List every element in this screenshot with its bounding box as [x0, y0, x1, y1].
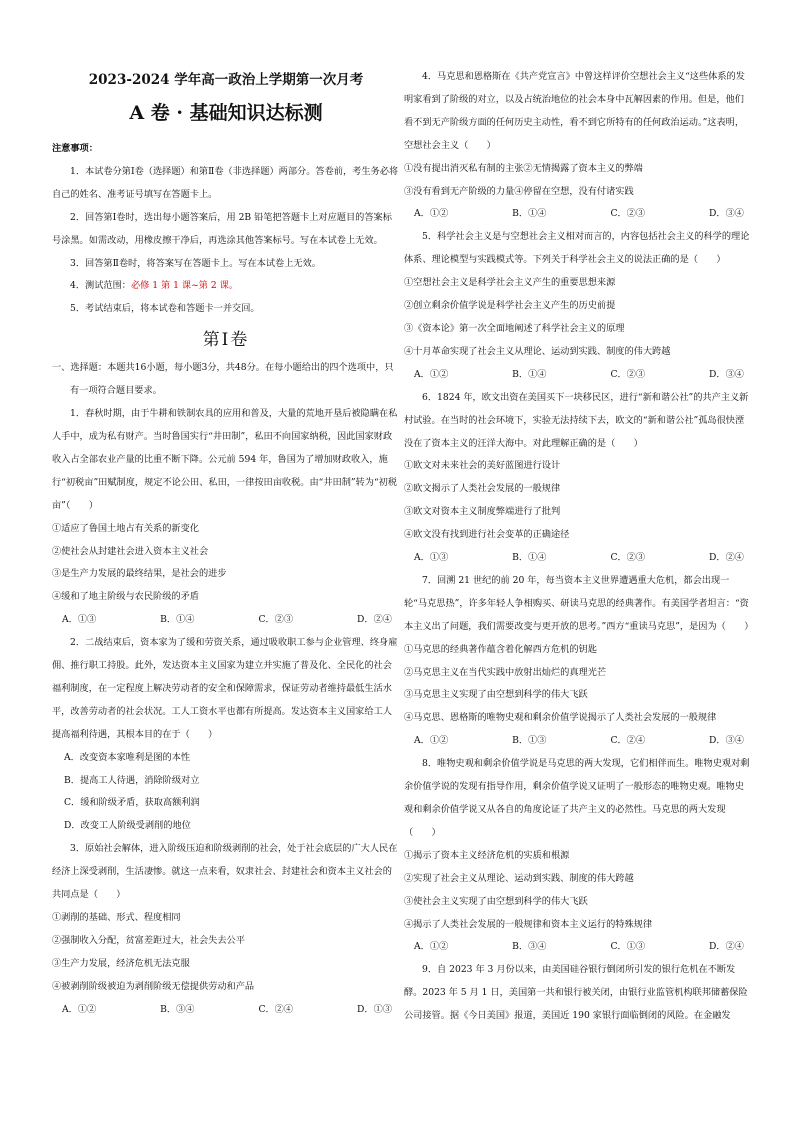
- choice-c[interactable]: C．②③: [610, 208, 646, 220]
- choice-d[interactable]: D．③④: [709, 735, 744, 747]
- question-item: ④马克思、恩格斯的唯物史观和剩余价值学说揭示了人类社会发展的一般规律: [404, 712, 717, 724]
- question-item: ②强制收入分配，贫富差距过大，社会失去公平: [52, 934, 245, 946]
- section-instruction: 一、选择题：本题共16小题，每小题3分，共48分。在每小题给出的四个选项中，只有一项符合题目要求。: [52, 362, 394, 397]
- choice-b[interactable]: B．③④: [512, 941, 547, 953]
- notes-heading: 注意事项：: [52, 143, 98, 154]
- note-item: 2．回答第Ⅰ卷时，选出每小题答案后，用 2B 铅笔把答题卡上对应题目的答案标号涂黑。如需改动，用橡皮擦干净后，再选涂其他答案标号。写在本试卷上无效。: [52, 211, 392, 246]
- choice-a[interactable]: A．①②: [414, 941, 449, 953]
- choice-d[interactable]: D．③④: [709, 368, 744, 380]
- choice-c[interactable]: C．②④: [258, 1003, 294, 1015]
- question-item: ①揭示了资本主义经济危机的实质和根源: [404, 849, 570, 861]
- choice-d[interactable]: D．②④: [709, 941, 744, 953]
- question-item: ②欧文揭示了人类社会发展的一般规律: [404, 483, 561, 495]
- question-item: ③没有看到无产阶级的力量④停留在空想，没有付诸实践: [404, 185, 634, 197]
- choice-c[interactable]: C．缓和阶级矛盾，获取高额利润: [64, 797, 200, 809]
- right-column: [404, 66, 752, 1028]
- exam-title: 2023-2024 学年高一政治上学期第一次月考: [88, 72, 364, 88]
- answer-choices: [52, 999, 400, 1022]
- note-item: 3．回答第Ⅱ卷时，将答案写在答题卡上。写在本试卷上无效。: [70, 257, 321, 269]
- choice-a[interactable]: A．①②: [62, 1003, 97, 1015]
- choice-c[interactable]: C．②③: [258, 614, 294, 626]
- choice-b[interactable]: B．①④: [512, 208, 547, 220]
- choice-d[interactable]: D．①③: [357, 1003, 392, 1015]
- choice-d[interactable]: D．改变工人阶级受剥削的地位: [64, 820, 191, 832]
- choice-b[interactable]: B．提高工人待遇，消除阶级对立: [64, 774, 200, 786]
- question-stem: 4．马克思和恩格斯在《共产党宣言》中曾这样评价空想社会主义“这些体系的发明家看到了阶级的对立，以及占统治地位的社会本身中瓦解因素的作用。但是，他们看不到无产阶级方面的任何历史主动性，看不到它所特有的任何政治运动。”这表明，空想社会主义（ ）: [404, 71, 745, 151]
- note-range-prefix: 4．测试范围：: [70, 280, 131, 292]
- question-item: ④缓和了地主阶级与农民阶级的矛盾: [52, 591, 199, 603]
- choice-a[interactable]: A．①②: [414, 368, 449, 380]
- question-stem: 6．1824 年，欧文出资在美国买下一块移民区，进行“新和谐公社”的共产主义新村试验。在当时的社会环境下，实验无法持续下去，欧文的“新和谐公社”孤岛很快湮没在了资本主义的汪洋大海中。对此理解正确的是（ ）: [404, 391, 749, 449]
- question-item: ①没有提出消灭私有制的主张②无情揭露了资本主义的弊端: [404, 162, 643, 174]
- choice-d[interactable]: D．②④: [709, 552, 744, 564]
- question-stem: 7．回溯 21 世纪的前 20 年，每当资本主义世界遭遇重大危机，都会出现一轮“马克思热”，许多年轻人争相购买、研读马克思的经典著作。有美国学者坦言：“资本主义出了问题，我们需要改变与更开放的思考。”西方“重读马克思”，是因为（ ）: [404, 574, 754, 632]
- question-item: ②创立剩余价值学说是科学社会主义产生的历史前提: [404, 300, 616, 312]
- question-stem: 9．自 2023 年 3 月份以来，由美国硅谷银行倒闭所引发的银行危机在不断发酵。2023 年 5 月 1 日，美国第一共和银行被关闭，由银行业监管机构联邦储蓄保险公司接管。据《今日美国》报道，美国近 190 家银行面临倒闭的风险。在金融发: [404, 964, 748, 1022]
- question-item: ③使社会主义实现了由空想到科学的伟大飞跃: [404, 895, 588, 907]
- answer-choices: [52, 609, 400, 632]
- choice-c[interactable]: C．①③: [610, 941, 646, 953]
- choice-d[interactable]: D．③④: [709, 208, 744, 220]
- question-item: ③马克思主义实现了由空想到科学的伟大飞跃: [404, 689, 588, 701]
- choice-a[interactable]: A．①③: [414, 552, 449, 564]
- question-item: ②马克思主义在当代实践中放射出灿烂的真理光芒: [404, 666, 607, 678]
- section-title: 第Ⅰ卷: [202, 330, 250, 351]
- choice-c[interactable]: C．②③: [610, 368, 646, 380]
- question-item: ①适应了鲁国土地占有关系的新变化: [52, 522, 199, 534]
- question-item: ①马克思的经典著作蕴含着化解西方危机的钥匙: [404, 643, 597, 655]
- choice-c[interactable]: C．②④: [610, 735, 646, 747]
- note-range-value: 必修 1 第 1 课~第 2 课。: [130, 280, 239, 292]
- exam-subtitle: A 卷 · 基础知识达标测: [129, 102, 323, 124]
- question-stem: 5．科学社会主义是与空想社会主义相对而言的，内容包括社会主义的科学的理论体系、理论模型与实践模式等。下列关于科学社会主义的说法正确的是（ ）: [404, 231, 750, 266]
- answer-choices: [404, 547, 752, 570]
- question-item: ②使社会从封建社会进入资本主义社会: [52, 545, 209, 557]
- choice-a[interactable]: A．改变资本家唯利是图的本性: [64, 751, 191, 763]
- choice-a[interactable]: A．①③: [62, 614, 97, 626]
- question-item: ③《资本论》第一次全面地阐述了科学社会主义的原理: [404, 322, 625, 334]
- question-item: ③欧文对资本主义制度弊端进行了批判: [404, 506, 561, 518]
- question-item: ②实现了社会主义从理论、运动到实践、制度的伟大跨越: [404, 872, 634, 884]
- note-item-range: [52, 275, 400, 298]
- answer-choices: [404, 730, 752, 753]
- question-item: ④揭示了人类社会发展的一般规律和资本主义运行的特殊规律: [404, 918, 653, 930]
- choice-d[interactable]: D．②④: [357, 614, 392, 626]
- question-item: ③生产力发展，经济危机无法克服: [52, 957, 190, 969]
- choice-c[interactable]: C．②③: [610, 552, 646, 564]
- question-item: ④欧文没有找到进行社会变革的正确途径: [404, 529, 570, 541]
- choice-a[interactable]: A．①②: [414, 735, 449, 747]
- choice-b[interactable]: B．①④: [512, 552, 547, 564]
- question-stem: 2．二战结束后，资本家为了缓和劳资关系，通过吸收职工参与企业管理、终身雇佣、推行职工持股。此外，发达资本主义国家为建立并实施了普及化、全民化的社会福利制度，在一定程度上解决劳动者的安全和保障需求，保证劳动者维持最低生活水平，改善劳动者的社会状况。工人工资水平也都有所提高。发达资本主义国家给工人提高福利待遇，其根本目的在于（ ）: [52, 637, 398, 740]
- note-item: 5．考试结束后，将本试卷和答题卡一并交回。: [70, 303, 260, 315]
- answer-choices: [404, 936, 752, 959]
- choice-b[interactable]: B．③④: [160, 1003, 195, 1015]
- question-item: ①空想社会主义是科学社会主义产生的重要思想来源: [404, 277, 616, 289]
- question-item: ①欧文对未来社会的美好蓝图进行设计: [404, 460, 561, 472]
- question-item: ④十月革命实现了社会主义从理论、运动到实践、制度的伟大跨越: [404, 345, 671, 357]
- question-item: ④被剥削阶级被迫为剥削阶级无偿提供劳动和产品: [52, 980, 255, 992]
- question-stem: 1．春秋时期，由于牛耕和铁制农具的应用和普及，大量的荒地开垦后被隐瞒在私人手中，成为私有财产。当时鲁国实行“井田制”，私田不向国家纳税，因此国家财政收入占全部农业产量的比重不断下降。公元前 594 年，鲁国为了增加财政收入，施行“初税亩”田赋制度，规定不论公田、私田，一律按田亩收税。由“井田制”转为“初税亩”（ ）: [52, 408, 398, 511]
- choice-a[interactable]: A．①②: [414, 208, 449, 220]
- answer-choices: [404, 203, 752, 226]
- left-column: [52, 64, 400, 1022]
- choice-b[interactable]: B．①④: [160, 614, 195, 626]
- question-stem: 8．唯物史观和剩余价值学说是马克思的两大发现，它们相伴而生。唯物史观对剩余价值学说的发现有指导作用，剩余价值学说又证明了一般形态的唯物史观。唯物史观和剩余价值学说又从各自的角度论证了共产主义的必然性。马克思的两大发现（ ）: [404, 758, 750, 838]
- answer-choices: [404, 364, 752, 387]
- choice-b[interactable]: B．①④: [512, 368, 547, 380]
- choice-b[interactable]: B．①③: [512, 735, 547, 747]
- note-item: 1．本试卷分第Ⅰ卷（选择题）和第Ⅱ卷（非选择题）两部分。答卷前，考生务必将自己的姓名、准考证号填写在答题卡上。: [52, 165, 399, 200]
- question-stem: 3．原始社会解体，进入阶级压迫和阶级剥削的社会，处于社会底层的广大人民在经济上深受剥削，生活凄惨。就这一点来看，奴隶社会、封建社会和资本主义社会的共同点是（ ）: [52, 843, 398, 901]
- question-item: ①剥削的基础、形式、程度相同: [52, 912, 181, 923]
- question-item: ③是生产力发展的最终结果，是社会的进步: [52, 568, 227, 580]
